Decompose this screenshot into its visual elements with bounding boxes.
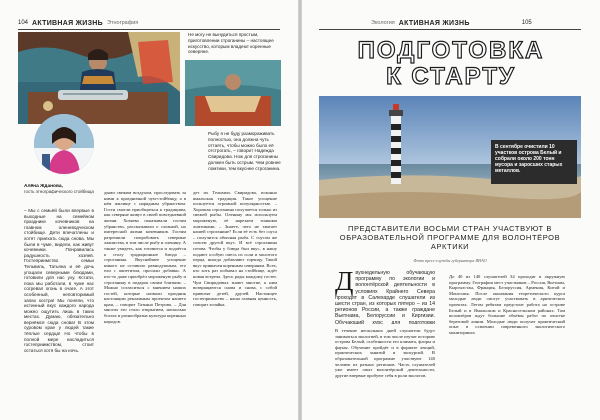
- headline-line-1: ПОДГОТОВКА: [357, 37, 545, 64]
- right-rubric: Экология: [371, 20, 395, 26]
- subheadline: ПРЕДСТАВИТЕЛИ ВОСЬМИ СТРАН УЧАСТВУЮТ В ОБРАЗОВАТЕЛЬНОЙ ПРОГРАММЕ ДЛЯ ВОЛОНТЁРОВ АРКТИКИ: [339, 224, 561, 251]
- headline-line-2: К СТАРТУ: [386, 63, 516, 90]
- main-photo-stroganina: [18, 32, 180, 124]
- left-header-rule: [18, 29, 280, 30]
- portrait-quote-text: – Мы с семьёй были впервые в выходные на семейном празднике кочевников на главном оленеводческом стойбище. Дети впечатлены и хотят приехать сюда снова. Мы были в чуме, видели, как живут кочевники. Понравилась радушность хозяев. Гостеприимство семьи Тельвиль, Татьяна и её дочь угощали северными блюдами, готовили для нас уху. Кстати, пока мы работали, в чуме нас согревал огонь в очаге. А этот особенный, неповторимый запах костра! Мы поняли, что истинный вкус каждого народа можно ощутить лишь в таких местах. Думаю, обязательно вернёмся сюда снова! В этом суровом крае у людей такие тёплые сердца! Но чтобы в полной мере насладиться гостеприимством, стоит остаться хотя бы на ночь.: [24, 208, 94, 353]
- right-section-title: АКТИВНАЯ ЖИЗНЬ: [398, 19, 470, 27]
- right-page-number: 105: [521, 20, 532, 26]
- photo-credit: Фото пресс-службы губернатора ЯНАО: [413, 258, 487, 263]
- portrait-photo: [34, 114, 94, 174]
- fact-infobox: [491, 140, 577, 184]
- left-page: [0, 0, 299, 420]
- right-running-head: [371, 18, 532, 28]
- right-body-text-1: В течение нескольких дней слушатели будут заниматься экологией, в том числе изучат историю острова Белый, особенности его климата, флоры и фауны. Обучение пройдёт и в формате лекций, практических занятий и экскурсий. В образовательной программе участвуют 140 человек из разных регионов. Часть слушателей уже имеет опыт волонтёрской деятельности, другие впервые пробуют себя в роли экологов.: [335, 328, 435, 378]
- lead-text: вухнедельную обучающую программу по экологии и волонтёрской деятельности в условиях Крайнего Севера проходят в Салехарде слушатели из шести стран, из которых пятеро – из 14 регионов России, а также граждане Вьетнама, Белоруссии и Киргизии. Обучающий курс для подготовки: [335, 270, 435, 324]
- left-page-number: 104: [18, 20, 29, 26]
- left-body-text-1: дыми свежим воздухом, проследовать за ними к праздничной чум-стойбищу, а в нём жилище с нарядным убранством. Гости смогли приобщиться к традициям, как северяне живут в своей повседневной жизни. Хозяева показывали гостям убранство, рассказывали о сложной, но интересной жизни кочевников. Гостям разрешили попробовать северные лакомства, в том числе рыбу и оленину. А также увидеть, как готовится и подаётся к столу традиционное блюдо – строганина. Вкуснейшее угощение никого не оставило равнодушным, его ели с аппетитом, просили добавки. А кто-то даже приобрёл мороженую рыбу и строганину в подарок своим близким. – Можно согласиться с мнением наших гостей, которые назвали праздник настоящим рекламным проектом нашего края, – говорит Татьяна Петрова. – Для многих это стало открытием, насколько богата и разнообразна культура коренных народов.: [104, 190, 186, 324]
- portrait-role: гость этнографического стойбища: [24, 189, 94, 194]
- left-body-column-1: [104, 190, 186, 412]
- lead-column: [335, 270, 435, 324]
- left-rubric: Этнография: [107, 20, 139, 26]
- drop-cap: Д: [335, 270, 354, 296]
- right-body-column-2: [449, 274, 565, 414]
- left-body-text-2: дет их Тельвиль Свиридова, исконно ямальская традиция. Такое угощение пользуется огромной популярностью. – Хорошая строганина получается только из свежей рыбы. Оленину мы используем мороженую, её нарезаем тонкими ломтиками. – Знаете, чего не хватает нашей строганине? Если её есть без соуса – получится обычная рыба. С соусом же совсем другой вкус. И всё строганина готова. Чтобы у блюда был вкус, в нашу подают особую смесь из соли и молотого перца, иногда добавляют горчицу. Такой вкус привычен коренным северянам. Всех, кто хоть раз побывал на стойбище, ждёт новая встреча. Здесь рады каждому гостю. Чум Свиридовых знают многие, к ним возвращаются снова и снова, с собой привозят детей, друзей. Настоящее гостеприимство – наша главная ценность, говорит хозяйка.: [193, 190, 277, 307]
- right-header-rule: [319, 29, 581, 30]
- top-quote-text: Не могу не вынудиться простым, приготовлении строганины – настоящее искусство, которым владеют коренные северяне.: [188, 32, 274, 55]
- mid-quote: [205, 131, 283, 181]
- right-body-text-2: До 40 из 140 слушателей 34 проходят в окружную программу. География мест участников – Россия, Вьетнам, Кыргызстан, Франция, Белоруссия, Армения, Китай и Монголия. После окончания теоретического курса молодые люди смогут участвовать в арктических проектах. Летом ребятам предстоит работа на острове Белый и в Ямальском и Красносельском районах. Там волонтёров ждут большие объёмы работ по очистке береговой линии. Молодые люди получат практический опыт в освоении современного экологического мониторинга.: [449, 274, 565, 335]
- mid-quote-text: Рыбу я не буду размораживать полностью, она должна чуть оттаять, чтобы можно было её отстрогать, – говорит Надежда Свиридова. Нож для строганины должен быть острым. Чем ровнее ломтики, тем вкуснее строганина.: [208, 131, 281, 171]
- right-body-column-1: [335, 328, 435, 414]
- right-page: [301, 0, 600, 420]
- photo-closeup: [185, 60, 281, 126]
- left-section-title: АКТИВНАЯ ЖИЗНЬ: [32, 19, 103, 27]
- portrait-quote-column: [24, 208, 94, 408]
- fact-infobox-text: В сентябре очистили 10 участков острова Белый и собрали около 200 тонн мусора и заросших старых металлов.: [495, 144, 563, 174]
- portrait-name: Алёна Жданова,: [24, 184, 63, 189]
- left-body-column-2: [193, 190, 277, 412]
- left-running-head: [18, 18, 138, 28]
- portrait-caption: [24, 184, 104, 194]
